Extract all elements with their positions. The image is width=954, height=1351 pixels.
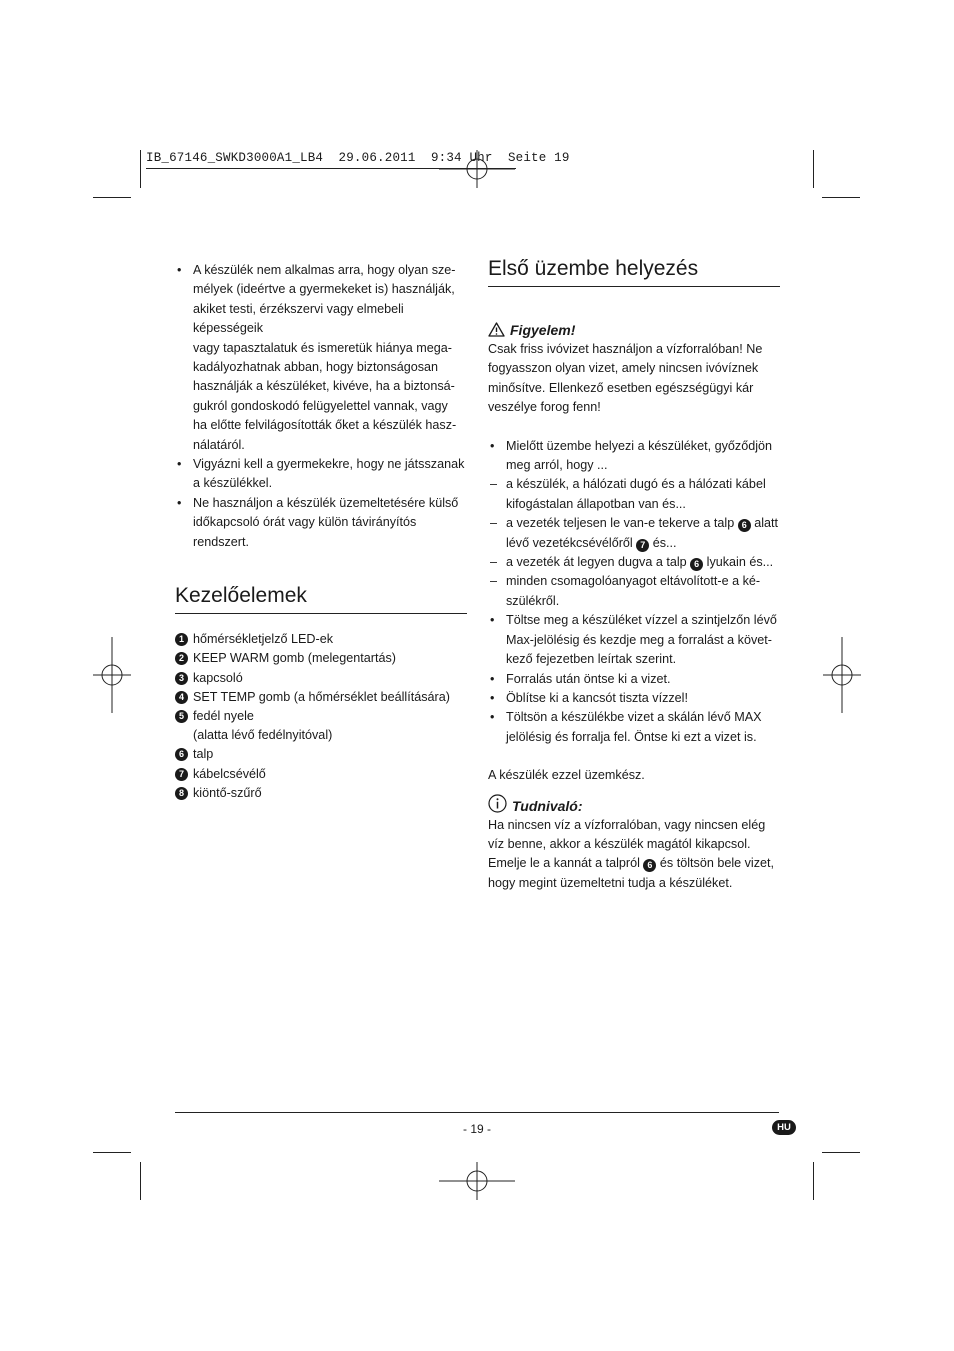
list-item: – a vezeték teljesen le van-e tekerve a talp 6 alatt lévő vezetékcsévélőről 7 és...: [490, 516, 779, 550]
first-use-heading: Első üzembe helyezés: [488, 256, 780, 287]
bullet-marker: –: [490, 555, 498, 570]
list-item: • A készülék nem alkalmas arra, hogy olyan sze- mélyek (ideértve a gyermekeket is) használják, akiket testi, érzékszervi vagy elmebeli képességeik vagy tapasztalatuk és ismeretük hiánya mega- kadályozhatnak abban, hogy biztonságosan használják a készüléket, kivéve, ha a biztonsá- gukról gondoskodó felügyelettel vannak, vagy ha előtte felvilágosították őket a készülék hasz- nálatáról.: [177, 263, 457, 452]
registration-mark-right: [823, 637, 861, 713]
text-line: minősítve. Ellenkező esetben egészségügyi kár: [488, 380, 754, 395]
safety-bullet-list: [175, 261, 467, 552]
crop-mark: [822, 1152, 860, 1153]
control-item: 4 SET TEMP gomb (a hőmérséklet beállítására): [175, 688, 467, 707]
bullet-marker: •: [490, 710, 495, 725]
bullet-marker: •: [490, 438, 495, 453]
part-number-badge: 4: [175, 691, 188, 704]
part-number-badge: 6: [738, 519, 751, 532]
controls-list: [175, 630, 467, 803]
bullet-marker: •: [177, 263, 182, 277]
bullet-marker: –: [490, 574, 498, 589]
control-item: (alatta lévő fedélnyitóval): [193, 728, 333, 743]
part-number-badge: 3: [175, 672, 188, 685]
list-item: • Vigyázni kell a gyermekekre, hogy ne játsszanak a készülékkel.: [177, 457, 465, 491]
warning-icon: [488, 322, 505, 337]
bullet-marker: •: [490, 613, 495, 628]
part-number-badge: 2: [175, 652, 188, 665]
language-badge: HU: [772, 1120, 796, 1135]
control-item: 7 kábelcsévélő: [175, 765, 467, 784]
crop-mark: [93, 197, 131, 198]
crop-mark: [93, 1152, 131, 1153]
list-item: • Forralás után öntse ki a vizet.: [488, 670, 780, 689]
part-number-badge: 8: [175, 787, 188, 800]
right-column: [488, 256, 780, 893]
text-line: Ha nincsen víz a vízforralóban, vagy nincsen elég: [488, 817, 766, 832]
info-block: [488, 794, 780, 894]
ready-text: A készülék ezzel üzemkész.: [488, 768, 645, 783]
part-number-badge: 7: [636, 539, 649, 552]
crop-mark: [822, 197, 860, 198]
text-line: veszélye forog fenn!: [488, 400, 601, 415]
list-item: – minden csomagolóanyagot eltávolított-e a ké- szülékről.: [490, 574, 761, 608]
crop-mark: [813, 150, 814, 188]
warning-block: [488, 320, 780, 418]
bullet-marker: •: [177, 457, 182, 472]
crop-mark: [140, 1162, 141, 1200]
part-number-badge: 6: [690, 558, 703, 571]
left-column: [175, 261, 467, 803]
crop-mark: [140, 150, 141, 188]
page-number: - 19 -: [462, 1122, 491, 1136]
setup-steps-list: [488, 437, 780, 748]
control-item: 3 kapcsoló: [175, 669, 467, 688]
part-number-badge: 1: [175, 633, 188, 646]
registration-mark-bottom: [439, 1162, 515, 1200]
text-line: fogyasszon olyan vizet, amely nincsen ivóvíznek: [488, 361, 759, 376]
bullet-marker: •: [490, 671, 495, 686]
text-line: hogy megint üzemeltetni tudja a készüléket.: [488, 875, 733, 890]
bullet-marker: •: [490, 690, 495, 705]
info-title: Tudnivaló:: [488, 794, 780, 816]
list-item: • Ne használjon a készülék üzemeltetésére külső időkapcsoló órát vagy külön távirányítós rendszert.: [177, 495, 459, 549]
list-item: – a készülék, a hálózati dugó és a hálózati kábel kifogástalan állapotban van és...: [490, 477, 766, 511]
text-line: víz benne, akkor a készülék magától kikapcsol.: [488, 836, 751, 851]
list-item: • Töltsön a készülékbe vizet a skálán lévő MAX jelölésig és forralja fel. Öntse ki ezt a vizet is.: [490, 710, 762, 744]
text-line: Csak friss ivóvizet használjon a vízforralóban! Ne: [488, 342, 763, 356]
warning-text: [488, 340, 780, 418]
part-number-badge: 6: [175, 748, 188, 761]
control-item: 6 talp: [175, 745, 467, 764]
control-item: 5 fedél nyele: [175, 707, 467, 726]
footer-rule: [175, 1112, 779, 1113]
text-line: Emelje le a kannát a talpról 6 és töltsön bele vizet,: [488, 856, 775, 871]
print-slug: IB_67146_SWKD3000A1_LB4 29.06.2011 9:34 Uhr Seite 19: [146, 151, 570, 165]
registration-mark-left: [93, 637, 131, 713]
list-item: • Mielőtt üzembe helyezi a készüléket, győződjön meg arról, hogy ...: [490, 438, 773, 473]
crop-mark: [813, 1162, 814, 1200]
control-item: 8 kiöntő-szűrő: [175, 784, 467, 803]
list-item: • Öblítse ki a kancsót tiszta vízzel!: [488, 689, 780, 708]
part-number-badge: 6: [643, 859, 656, 872]
list-item: • Töltse meg a készüléket vízzel a szintjelzőn lévő Max-jelölésig és kezdje meg a forralást a követ- kező fejezetben leírtak szerint.: [490, 613, 777, 667]
bullet-marker: –: [490, 477, 498, 492]
bullet-marker: –: [490, 516, 498, 531]
info-text: [488, 816, 780, 894]
bullet-marker: •: [177, 495, 182, 510]
part-number-badge: 5: [175, 710, 188, 723]
slug-underline: [146, 168, 516, 169]
control-item: 1 hőmérsékletjelző LED-ek: [175, 630, 467, 649]
warning-title: Figyelem!: [488, 320, 780, 340]
controls-heading: Kezelőelemek: [175, 583, 467, 614]
list-item: – a vezeték át legyen dugva a talp 6 lyukain és...: [488, 553, 780, 572]
control-item: 2 KEEP WARM gomb (melegentartás): [175, 649, 467, 668]
part-number-badge: 7: [175, 768, 188, 781]
info-icon: [488, 794, 507, 813]
